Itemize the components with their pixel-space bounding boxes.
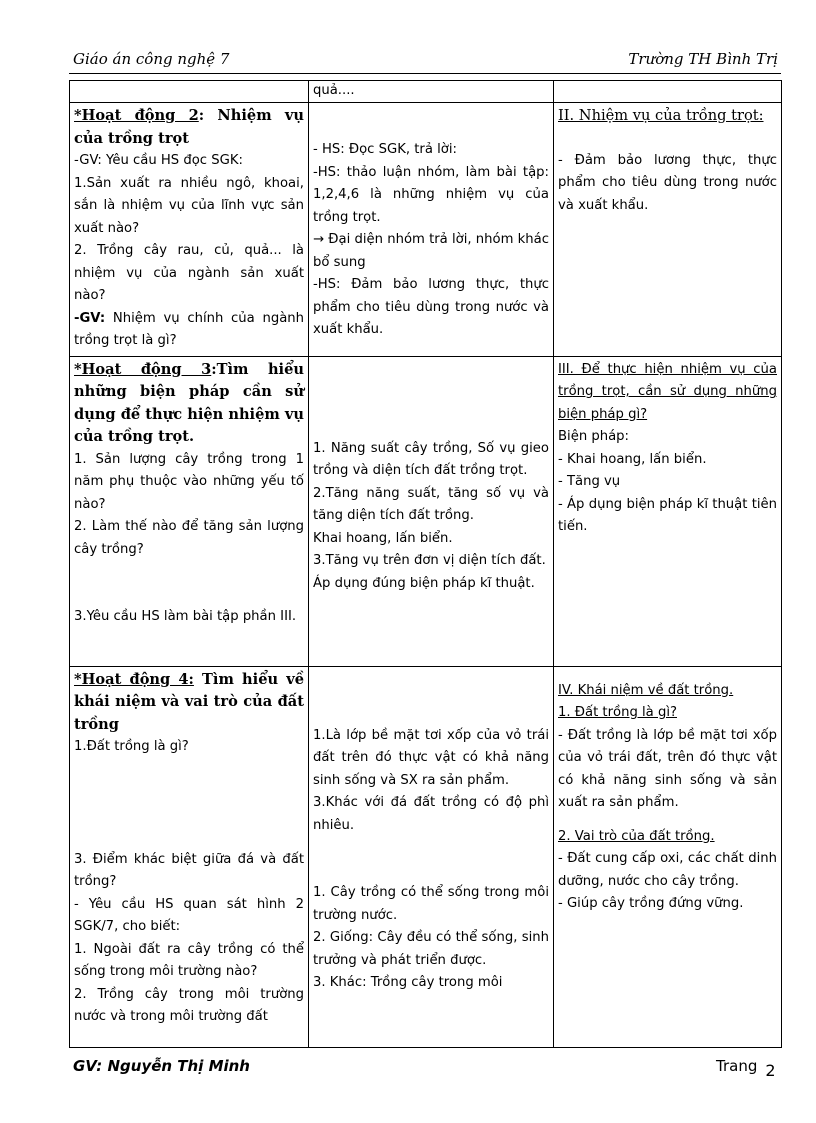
footer-page (716, 1056, 776, 1080)
cell (309, 81, 554, 103)
header-course-title: Giáo án công nghệ 7 (73, 50, 230, 68)
list-item: 3.Yêu cầu HS làm bài tập phần III. (74, 609, 297, 624)
table-row (70, 356, 782, 666)
list-item: - Giúp cây trồng đứng vững. (558, 896, 744, 911)
table-row (70, 103, 782, 357)
list-item: 2. Giống: Cây đều có thể sống, sinh trưởng và phát triển được. (313, 930, 549, 968)
list-item: 1. Ngoài đất ra cây trồng có thể sống trong môi trường nào? (74, 941, 304, 979)
list-item: 1.Là lớp bề mặt tơi xốp của vỏ trái đất trên đó thực vật có khả năng sinh sống và SX ra sản phẩm. (313, 727, 549, 788)
list-item: 1. Cây trồng có thể sống trong môi trường nước. (313, 885, 549, 923)
arrow-icon: → (313, 232, 325, 247)
list-item: 2. Trồng cây trong môi trường nước và trong môi trường đất (74, 986, 304, 1024)
activity-3-title: *Hoạt động 3:Tìm hiểu những biện pháp cần sử dụng để thực hiện nhiệm vụ của trồng trọt. (74, 360, 305, 445)
list-item: → Đại diện nhóm trả lời, nhóm khác bổ sung (313, 232, 549, 270)
list-item: 1. Sản lượng cây trồng trong 1 năm phụ thuộc vào những yếu tố nào? (74, 451, 304, 512)
list-item: - HS: Đọc SGK, trả lời: (313, 142, 457, 157)
cell (554, 81, 782, 103)
subsection-heading: 1. Đất trồng là gì? (558, 705, 677, 720)
list-item: 1.Sản xuất ra nhiều ngô, khoai, sắn là nhiệm vụ của lĩnh vực sản xuất nào? (74, 175, 304, 236)
list-item: 2. Làm thế nào để tăng sản lượng cây trồng? (74, 519, 304, 557)
list-item: 2.Tăng năng suất, tăng số vụ và tăng diện tích đất trồng. (313, 485, 549, 523)
activity-2-content-cell (554, 103, 782, 357)
list-item: -HS: thảo luận nhóm, làm bài tập: 1,2,4,6 là những nhiệm vụ của trồng trọt. (313, 164, 549, 225)
header-school-name: Trường TH Bình Trị (628, 50, 778, 68)
activity-3-content-cell (554, 356, 782, 666)
list-item: Khai hoang, lấn biển. (313, 530, 453, 546)
page-number: 2 (765, 1061, 776, 1080)
list-item: - Khai hoang, lấn biển. (558, 451, 707, 467)
table-row (70, 81, 782, 103)
cell (70, 81, 309, 103)
section-heading: II. Nhiệm vụ của trồng trọt: (558, 107, 764, 124)
subsection-heading: 2. Vai trò của đất trồng. (558, 828, 715, 844)
list-item: -GV: Yêu cầu HS đọc SGK: (74, 153, 243, 168)
footer-page-label: Trang (716, 1057, 758, 1075)
activity-4-title: *Hoạt động 4: Tìm hiểu về khái niệm và vai trò của đất trồng (74, 670, 304, 733)
list-item: 1.Đất trồng là gì? (74, 739, 189, 754)
list-item: 2. Trồng cây rau, củ, quả... là nhiệm vụ của ngành sản xuất nào? (74, 243, 304, 303)
list-item: 3.Khác với đá đất trồng có độ phì nhiêu. (313, 795, 549, 833)
list-item: - Yêu cầu HS quan sát hình 2 SGK/7, cho biết: (74, 896, 304, 934)
activity-2-title: *Hoạt động 2: Nhiệm vụ của trồng trọt (74, 107, 304, 147)
list-item: 3. Điểm khác biệt giữa đá và đất trồng? (74, 851, 304, 889)
activity-2-student-cell (309, 103, 554, 357)
section-heading: III. Để thực hiện nhiệm vụ của trồng trọt, cần sử dụng những biện pháp gì? (558, 361, 777, 422)
list-item: - Tăng vụ (558, 474, 621, 489)
activity-2-teacher-cell (70, 103, 309, 357)
list-item: Biện pháp: (558, 429, 629, 444)
list-item: Áp dụng đúng biện pháp kĩ thuật. (313, 575, 535, 591)
activity-3-teacher-cell (70, 356, 309, 666)
list-item: 3. Khác: Trồng cây trong môi (313, 975, 503, 990)
list-item: 3.Tăng vụ trên đơn vị diện tích đất. (313, 553, 546, 568)
activity-3-student-cell (309, 356, 554, 666)
list-item: -GV: Nhiệm vụ chính của ngành trồng trọt là gì? (74, 310, 304, 348)
activity-4-student-cell (309, 666, 554, 1047)
list-item: 1. Năng suất cây trồng, Số vụ gieo trồng và diện tích đất trồng trọt. (313, 440, 549, 478)
continuation-text: quả.... (313, 83, 355, 98)
list-item: -HS: Đảm bảo lương thực, thực phẩm cho tiêu dùng trong nước và xuất khẩu. (313, 277, 549, 337)
table-row (70, 666, 782, 1047)
header-divider (69, 73, 781, 74)
lesson-table (69, 80, 782, 1048)
list-item: - Đất trồng là lớp bề mặt tơi xốp của vỏ trái đất, trên đó thực vật có khả năng sinh sống và sản xuất ra sản phẩm. (558, 727, 777, 810)
footer-teacher-name: GV: Nguyễn Thị Minh (73, 1057, 250, 1075)
list-item: - Đảm bảo lương thực, thực phẩm cho tiêu dùng trong nước và xuất khẩu. (558, 152, 777, 213)
list-item: - Đất cung cấp oxi, các chất dinh dưỡng, nước cho cây trồng. (558, 851, 777, 889)
list-item: - Áp dụng biện pháp kĩ thuật tiên tiến. (558, 496, 777, 534)
activity-4-content-cell (554, 666, 782, 1047)
section-heading: IV. Khái niệm về đất trồng. (558, 682, 734, 698)
activity-4-teacher-cell (70, 666, 309, 1047)
